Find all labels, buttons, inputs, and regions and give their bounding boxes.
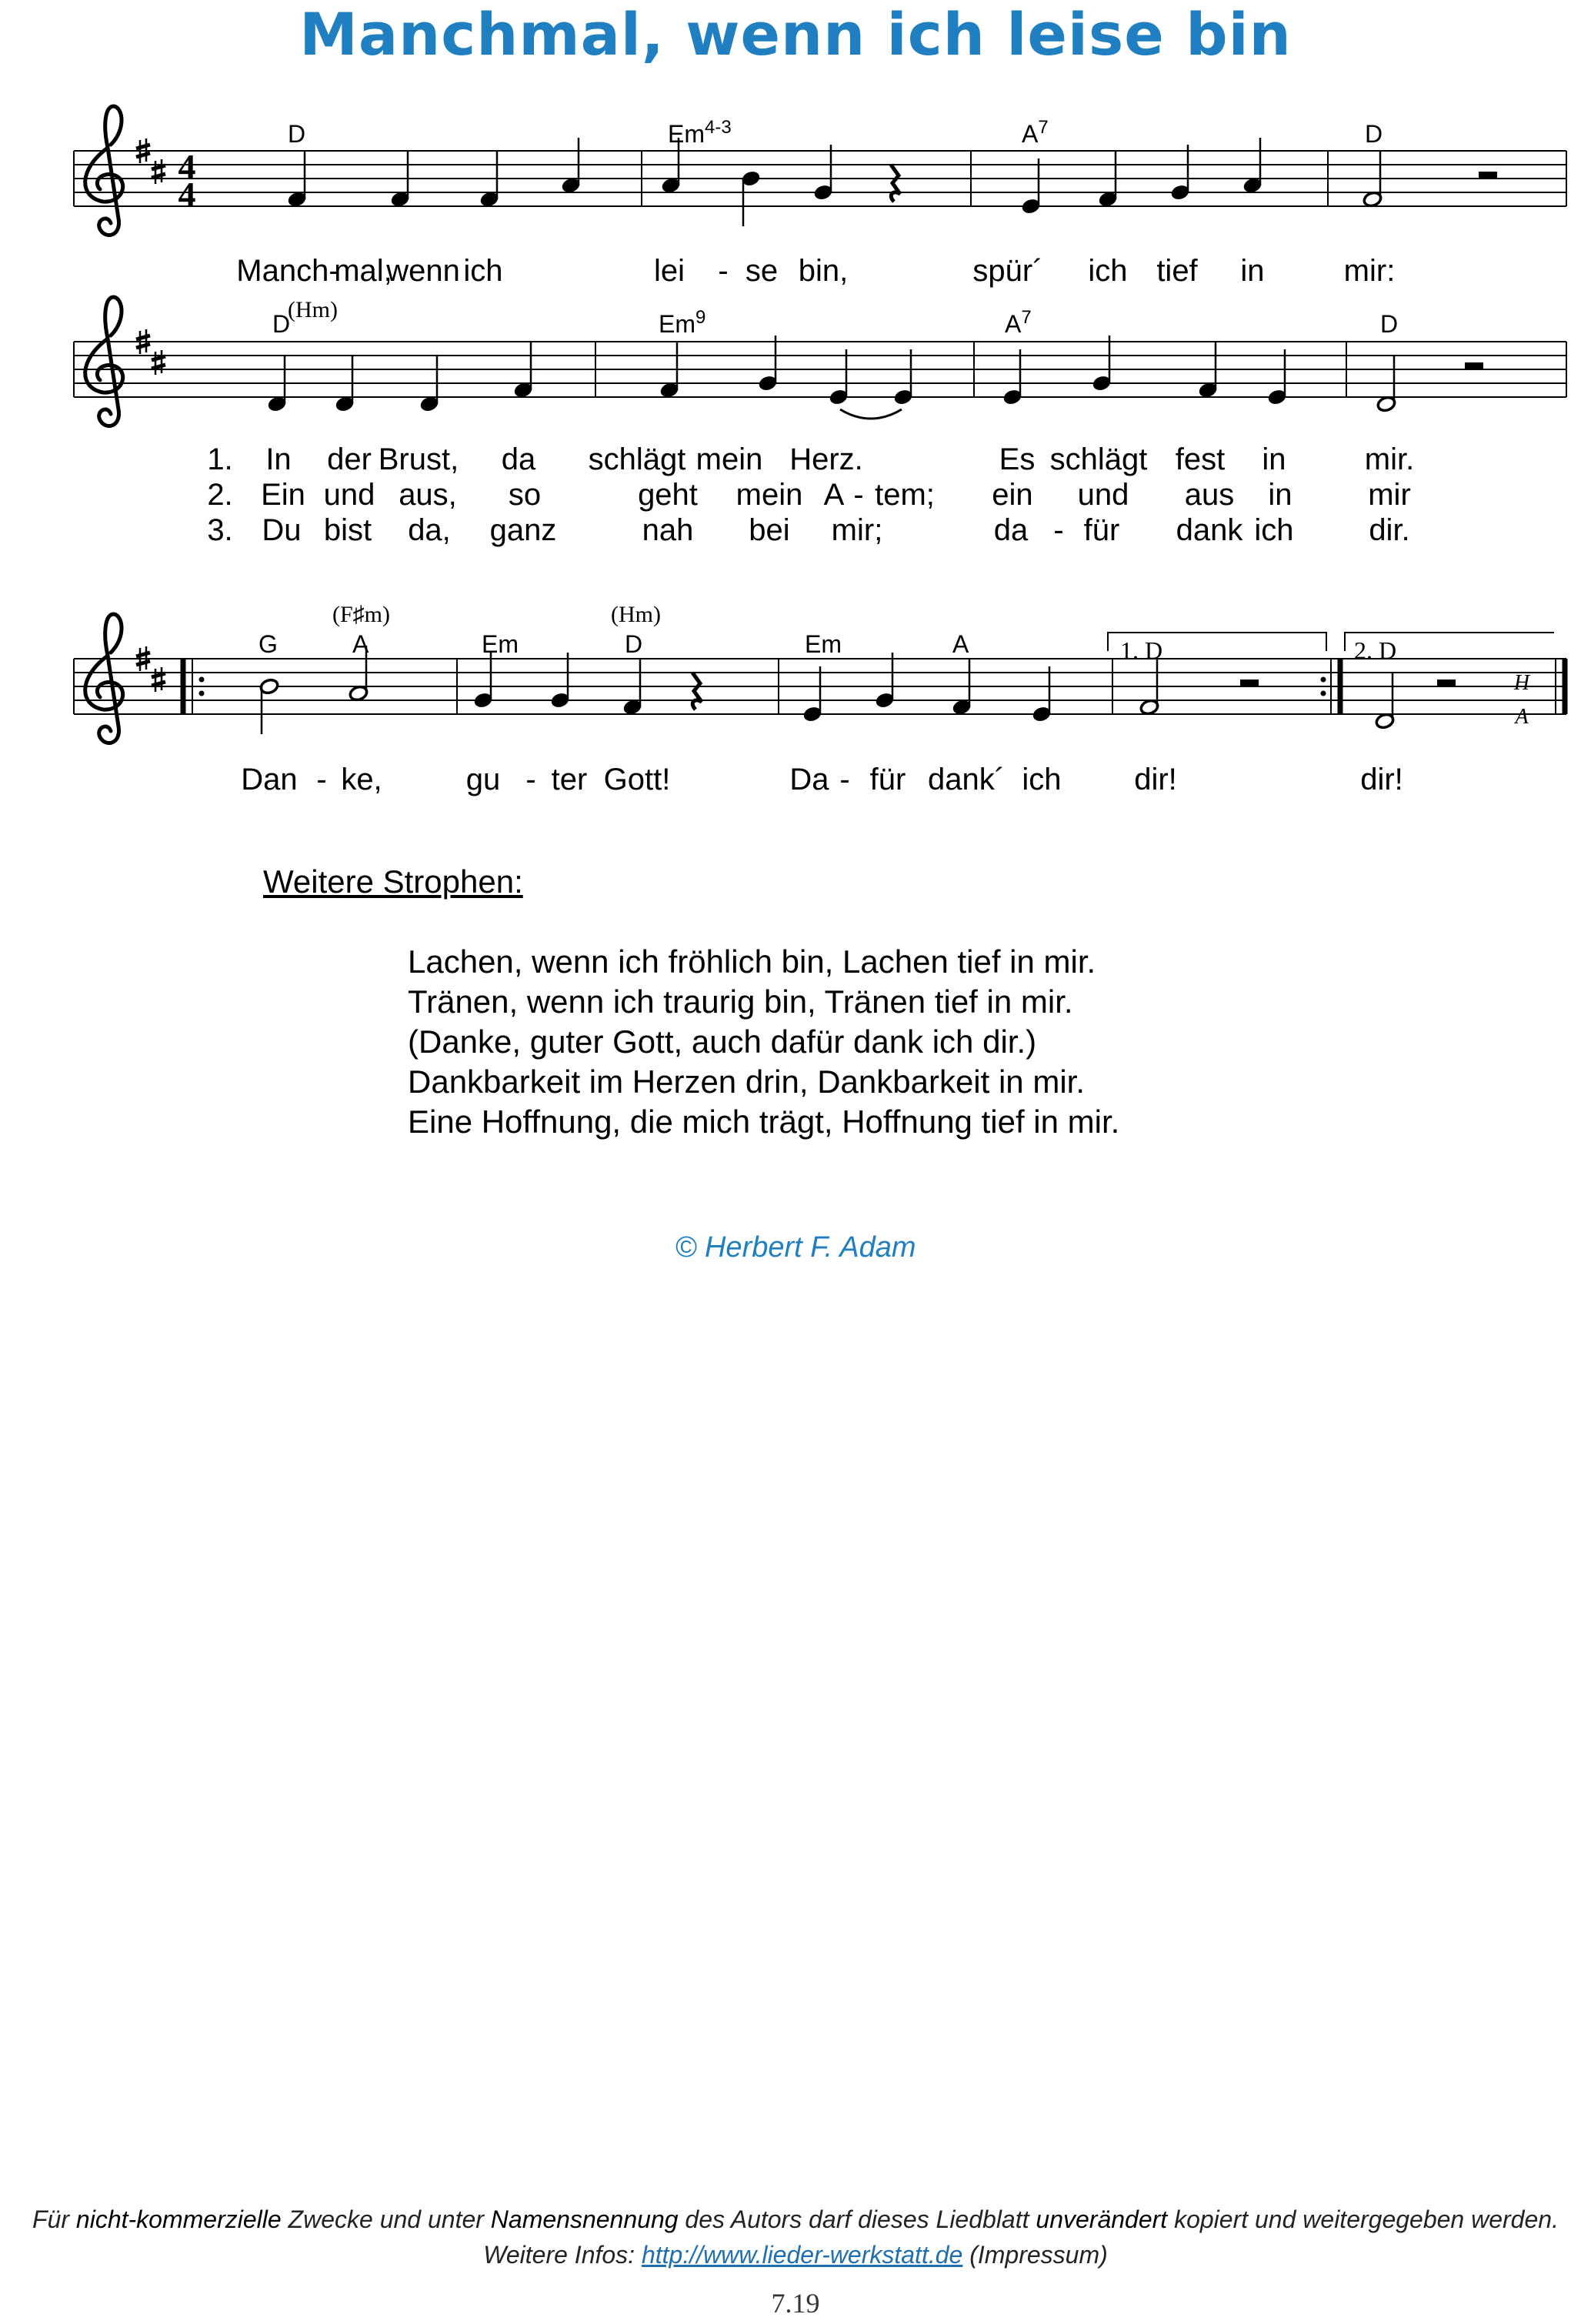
lyric-word: ein (992, 478, 1033, 512)
lyric-word: Manch- (236, 254, 339, 288)
lyric-word: 3. (207, 513, 233, 547)
tie (840, 409, 902, 419)
lyric-word: - (1053, 513, 1064, 547)
lyric-word: - (718, 254, 729, 288)
copyright-notice: © Herbert F. Adam (675, 1231, 916, 1264)
repeat-dot (1321, 677, 1326, 683)
chord-symbol: Em (482, 630, 519, 658)
music-system-3 (74, 602, 1566, 796)
lyric-word: Du (262, 513, 302, 547)
lyric-word: bist (323, 513, 372, 547)
chord-symbol: $A^7$ (1022, 117, 1049, 148)
lyric-word: dir. (1369, 513, 1410, 547)
lyric-word: mir (1368, 478, 1411, 512)
lyric-word: und (1077, 478, 1129, 512)
chord-symbol: $A^7$ (1005, 307, 1032, 338)
sheet-music (0, 0, 1591, 831)
info-suffix: (Impressum) (962, 2241, 1108, 2269)
lyric-word: ich (1254, 513, 1294, 547)
treble-clef-icon (85, 614, 123, 743)
half-rest-icon (1437, 680, 1456, 686)
lyric-word: bei (749, 513, 790, 547)
lyric-word: ke, (341, 763, 382, 796)
lyric-word: Gott! (603, 763, 671, 796)
weitere-line: (Danke, guter Gott, auch dafür dank ich dir.) (408, 1023, 1037, 1060)
license-emphasis: unverändert (1036, 2205, 1168, 2233)
lyric-word: schlägt (588, 442, 686, 476)
ending-chord-letter: A (1515, 705, 1529, 729)
lyric-word: se (745, 254, 779, 288)
weitere-line: Tränen, wenn ich traurig bin, Tränen tief in mir. (408, 983, 1073, 1020)
chord-symbol: D (1380, 310, 1399, 338)
half-rest-icon (1465, 362, 1483, 369)
lyric-word: mein (695, 442, 763, 476)
lyric-word: und (323, 478, 375, 512)
chord-symbol: A (352, 630, 369, 658)
chord-superscript: 7 (1021, 307, 1032, 328)
license-text: des Autors darf dieses Liedblatt (678, 2205, 1036, 2233)
lyric-word: Herz. (789, 442, 863, 476)
lyric-word: ich (1088, 254, 1128, 288)
lyric-word: tem; (875, 478, 935, 512)
lyric-word: bin, (798, 254, 849, 288)
lyric-word: da (993, 513, 1029, 547)
lyric-word: geht (638, 478, 698, 512)
license-text: Zwecke und unter (281, 2205, 491, 2233)
lyric-word: in (1262, 442, 1286, 476)
lyric-word: ich (1022, 763, 1062, 796)
chord-symbol: D (288, 120, 306, 148)
lyric-word: lei (653, 254, 685, 288)
lyric-word: so (508, 478, 542, 512)
lyric-word: der (327, 442, 372, 476)
weitere-line: Lachen, wenn ich fröhlich bin, Lachen tief in mir. (408, 943, 1096, 980)
lyric-word: fest (1175, 442, 1226, 476)
page-number: 7.19 (771, 2288, 820, 2319)
lyric-word: - (316, 763, 327, 796)
chord-symbol: A (952, 630, 969, 658)
repeat-dot (1321, 691, 1326, 696)
lyric-word: da, (408, 513, 451, 547)
lyric-word: Ein (261, 478, 305, 512)
treble-clef-icon (85, 297, 123, 426)
chord-symbol: Em$^{4-3}$ (668, 117, 732, 148)
lyric-word: Dan (241, 763, 298, 796)
info-prefix: Weitere Infos: (483, 2241, 642, 2269)
chord-symbol: D (625, 630, 643, 658)
lyric-word: da (501, 442, 536, 476)
license-emphasis: Namensnennung (490, 2205, 679, 2233)
chord-symbol: D (272, 310, 291, 338)
lyric-word: nah (642, 513, 694, 547)
lyric-word: schlägt (1049, 442, 1148, 476)
lyric-word: ter (551, 763, 588, 796)
weitere-strophen-heading: Weitere Strophen: (263, 863, 523, 900)
lyric-word: dank (1176, 513, 1243, 547)
lyric-word: In (265, 442, 292, 476)
license-text: Für (32, 2205, 76, 2233)
lyric-word: aus (1184, 478, 1235, 512)
volta-label: 2. D (1354, 636, 1397, 664)
license-text: kopiert und weitergegeben werden. (1167, 2205, 1559, 2233)
lyric-word: 2. (207, 478, 233, 512)
repeat-dot (199, 677, 205, 683)
lyric-word: Brust, (378, 442, 459, 476)
lyric-word: mir: (1343, 254, 1396, 288)
sharp-icon (152, 350, 165, 375)
lyric-word: für (1083, 513, 1120, 547)
lyric-word: Es (999, 442, 1036, 476)
website-link[interactable]: http://www.lieder-werkstatt.de (641, 2241, 963, 2269)
lyric-word: in (1240, 254, 1265, 288)
lyric-word: wenn (386, 254, 460, 288)
chord-symbol: Em (805, 630, 842, 658)
lyric-word: aus, (399, 478, 457, 512)
lyric-word: dank´ (927, 763, 1006, 796)
alt-chord-symbol: (Hm) (611, 602, 661, 627)
lyric-word: gu (465, 763, 501, 796)
weitere-strophen-lines (408, 942, 1119, 1142)
chord-superscript: 7 (1038, 117, 1049, 138)
alt-chord-symbol: (F♯m) (332, 602, 390, 627)
lyric-word: mir. (1364, 442, 1415, 476)
lyric-word: - (839, 763, 850, 796)
lyric-word: A (823, 478, 845, 512)
sharp-icon (152, 159, 165, 184)
lyric-word: spür´ (972, 254, 1043, 288)
lyric-word: dir! (1360, 763, 1403, 796)
time-signature-bottom: 4 (178, 175, 196, 214)
lyric-word: Da (789, 763, 829, 796)
lyric-word: dir! (1134, 763, 1177, 796)
half-rest-icon (1479, 172, 1497, 179)
lyric-word: in (1268, 478, 1292, 512)
lyric-word: ich (463, 254, 503, 288)
half-rest-icon (1240, 680, 1259, 686)
alt-chord-symbol: (Hm) (288, 297, 338, 322)
song-title: Manchmal, wenn ich leise bin (299, 0, 1292, 68)
lyric-word: für (869, 763, 906, 796)
lyric-word: - (853, 478, 864, 512)
chord-superscript: 4-3 (705, 117, 732, 138)
time-signature-top: 4 (178, 147, 196, 186)
info-line (0, 2241, 1591, 2269)
volta-label: 1. D (1120, 636, 1163, 664)
quarter-rest-icon (692, 673, 702, 710)
ending-chord-letter: H (1513, 671, 1530, 695)
chord-symbol: D (1365, 120, 1383, 148)
lyric-word: mir; (831, 513, 883, 547)
sharp-icon (152, 667, 165, 692)
quarter-rest-icon (891, 165, 900, 202)
weitere-line: Dankbarkeit im Herzen drin, Dankbarkeit in mir. (408, 1063, 1085, 1100)
lyric-word: tief (1156, 254, 1198, 288)
license-notice (0, 2205, 1591, 2234)
music-system-2 (74, 297, 1566, 547)
chord-symbol: Em$^9$ (659, 307, 706, 338)
lyric-word: - (525, 763, 536, 796)
treble-clef-icon (85, 106, 123, 235)
repeat-dot (199, 691, 205, 696)
lyric-word: 1. (207, 442, 233, 476)
chord-symbol: G (258, 630, 278, 658)
lyric-word: mal, (334, 254, 392, 288)
chord-superscript: 9 (695, 307, 706, 328)
music-system-1 (74, 106, 1566, 288)
license-emphasis: nicht-kommerzielle (75, 2205, 282, 2233)
lyric-word: ganz (489, 513, 557, 547)
weitere-line: Eine Hoffnung, die mich trägt, Hoffnung tief in mir. (408, 1104, 1120, 1140)
lyric-word: mein (735, 478, 803, 512)
